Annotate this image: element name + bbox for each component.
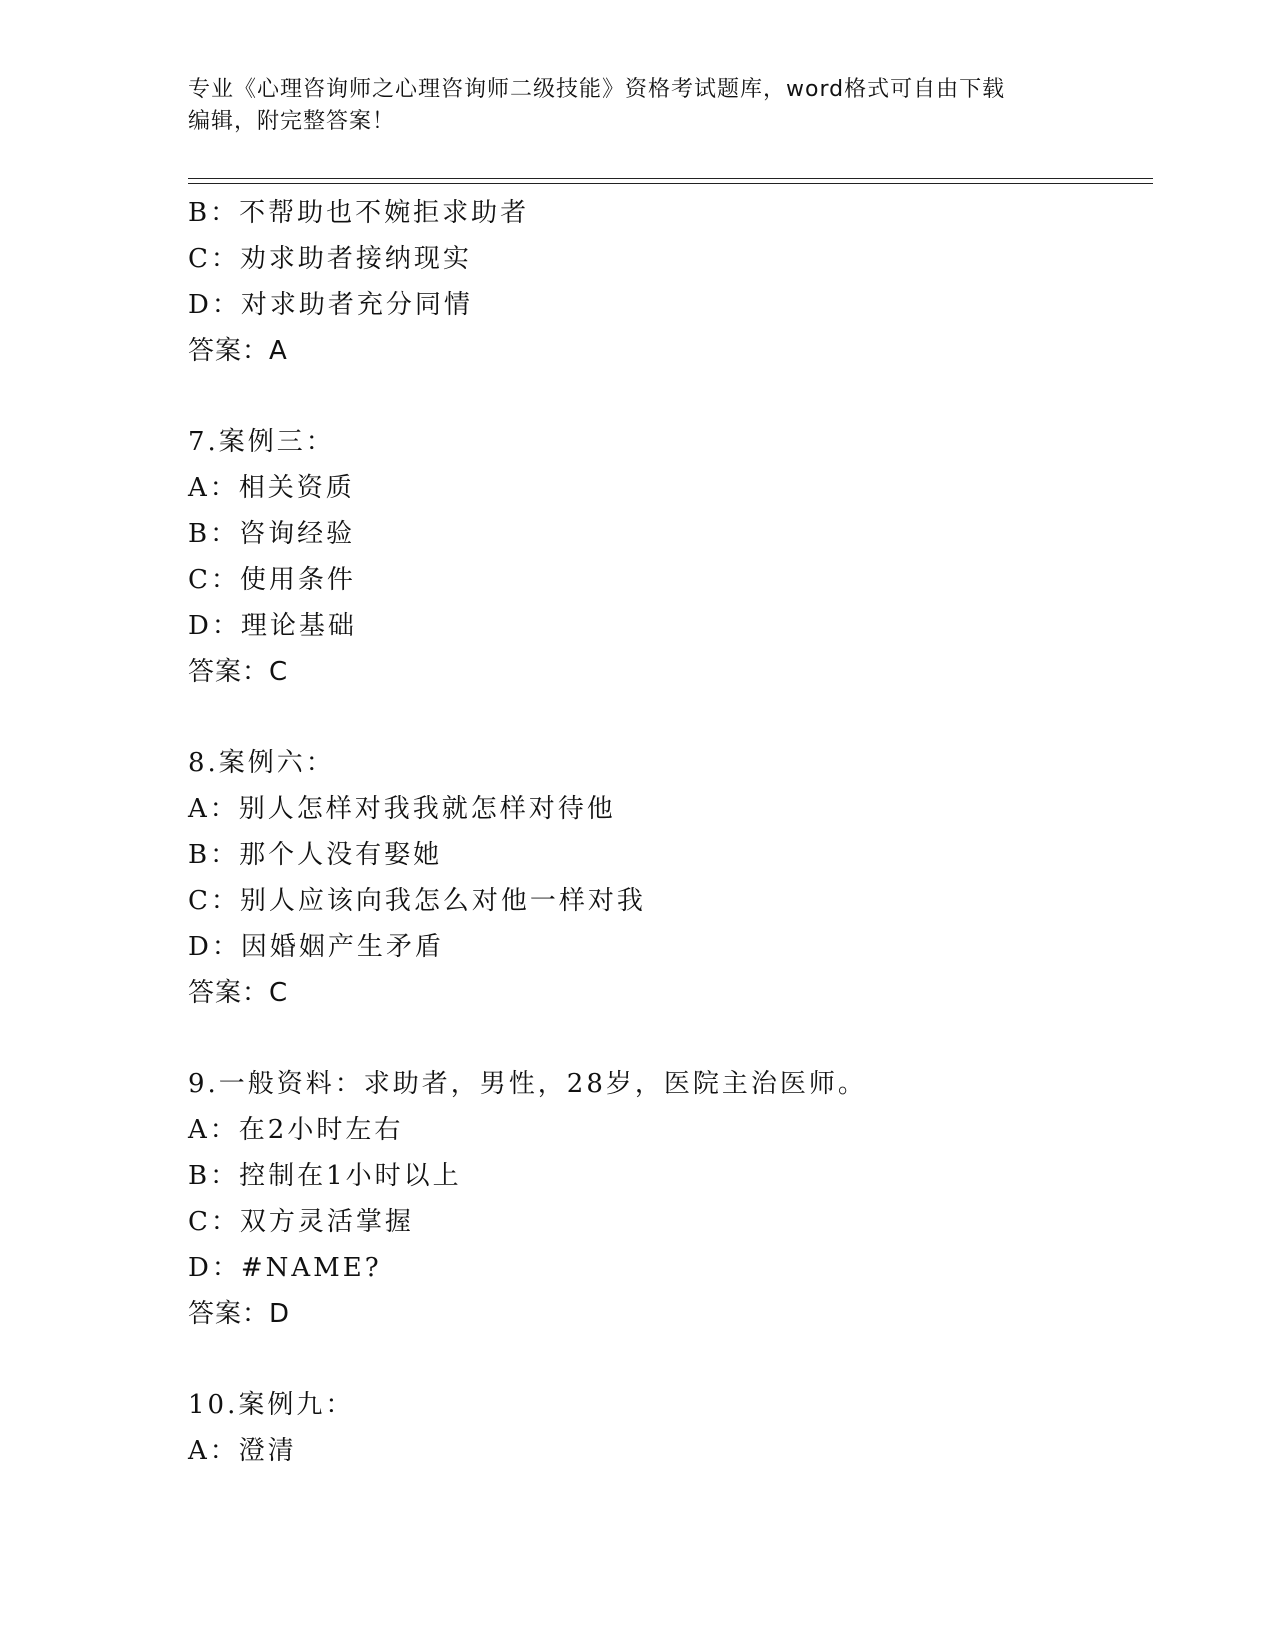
answer-line: 答案：C [188, 657, 289, 687]
option-a: A：别人怎样对我我就怎样对待他 [188, 794, 616, 824]
header-rule-top [188, 178, 1153, 179]
header-rule-bottom [188, 183, 1153, 184]
option-b: B：不帮助也不婉拒求助者 [188, 198, 530, 228]
option-c: C：使用条件 [188, 565, 356, 595]
option-d: D：理论基础 [188, 611, 357, 641]
option-c: C：劝求助者接纳现实 [188, 244, 472, 274]
option-d: D：#NAME? [188, 1253, 382, 1283]
question-title: 10.案例九： [188, 1390, 355, 1420]
option-d: D：对求助者充分同情 [188, 290, 473, 320]
header-line-2: 编辑，附完整答案！ [188, 109, 396, 134]
question-10 [188, 1382, 1148, 1474]
question-title: 7.案例三： [188, 427, 335, 457]
question-7 [188, 419, 1148, 695]
option-b: B：咨询经验 [188, 519, 356, 549]
question-continuation [188, 190, 1148, 374]
header-line-1: 专业《心理咨询师之心理咨询师二级技能》资格考试题库，word格式可自由下载 [188, 77, 1006, 102]
answer-line: 答案：A [188, 336, 288, 366]
option-a: A：在2小时左右 [188, 1115, 404, 1145]
document-header [188, 74, 1068, 138]
option-b: B：控制在1小时以上 [188, 1161, 462, 1191]
answer-line: 答案：C [188, 978, 289, 1008]
question-list [188, 190, 1148, 1474]
question-8 [188, 740, 1148, 1016]
option-a: A：相关资质 [188, 473, 355, 503]
question-title: 9.一般资料：求助者，男性，28岁，医院主治医师。 [188, 1069, 867, 1099]
option-a: A：澄清 [188, 1436, 297, 1466]
option-b: B：那个人没有娶她 [188, 840, 443, 870]
answer-line: 答案：D [188, 1299, 291, 1329]
question-title: 8.案例六： [188, 748, 335, 778]
option-d: D：因婚姻产生矛盾 [188, 932, 444, 962]
option-c: C：双方灵活掌握 [188, 1207, 414, 1237]
option-c: C：别人应该向我怎么对他一样对我 [188, 886, 646, 916]
question-9 [188, 1061, 1148, 1337]
